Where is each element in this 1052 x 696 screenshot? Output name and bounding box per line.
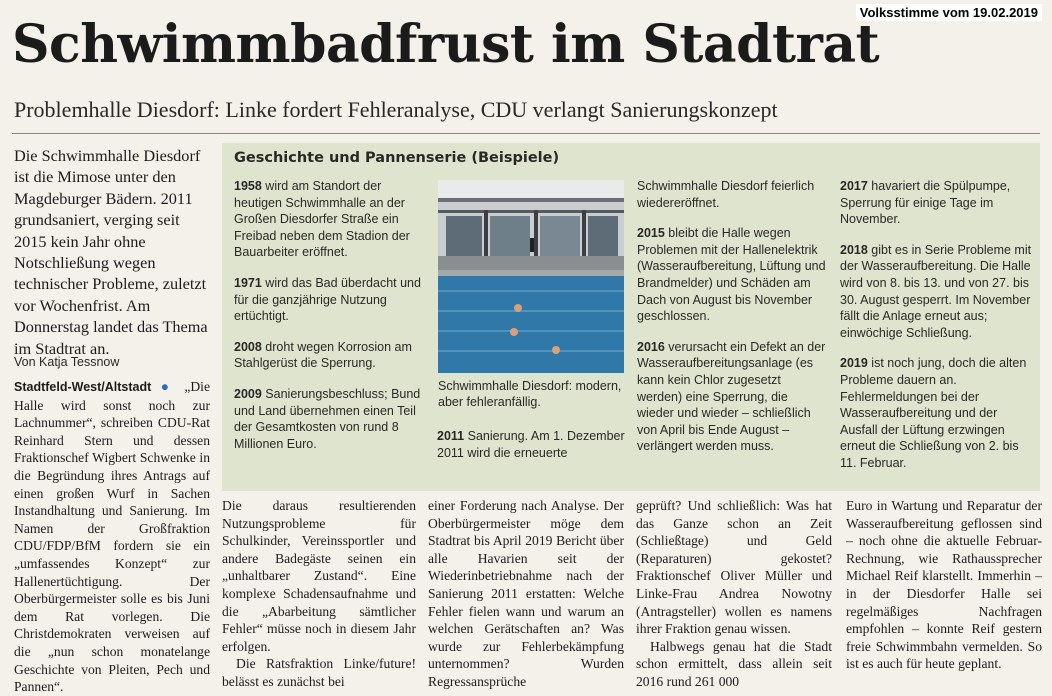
sidebar-column-2 — [437, 428, 627, 475]
sidebar-title: Geschichte und Pannenserie (Beispiele) — [234, 150, 560, 166]
article-text: einer Forderung nach Analyse. Der Oberbürgermeister möge dem Stadtrat bis April 2019 Bericht über alle Havarien seit der Wiederinbetriebnahme nach der Sanierung 2011 erstatten: Welche Fehler fielen wann und warum an welchen Gerätschaften an? Was wurde zur Fehlerbekämpfung unternommen? Wurden Regressansprüche — [428, 498, 624, 689]
timeline-entry: 2019 ist noch jung, doch die alten Probleme dauern an. Fehlermeldungen bei der Wasseraufbereitung und der Ausfall der Lüftung erzwingen erneut die Schließung von 2. bis 11. Februar. — [840, 356, 1027, 470]
sidebar-column-3 — [637, 178, 827, 469]
article-text: Euro in Wartung und Reparatur der Wasseraufbereitung geflossen sind – noch ohne die aktuelle Februar-Rechnung, wie Rathaussprecher Michael Reif klarstellt. Immerhin – in der Diesdorfer Halle sei regelmäßiges Nachfragen empfohlen – konnte Reif gestern freie Schwimmbahn vermelden. So ist es auch für heute geplant. — [846, 498, 1042, 672]
timeline-entry: Schwimmhalle Diesdorf feierlich wiedereröffnet. — [637, 179, 815, 210]
timeline-entry: 1958 wird am Standort der heutigen Schwimmhalle an der Großen Diesdorfer Straße ein Freibad neben dem Stadion der Bauarbeiter eröffnet. — [234, 179, 410, 260]
article-column-5 — [846, 497, 1042, 673]
photo-image — [438, 180, 624, 373]
source-label: Volksstimme vom 19.02.2019 — [856, 4, 1042, 21]
timeline-entry: 2016 verursacht ein Defekt an der Wasseraufbereitungsanlage (es kann kein Chlor zugesetzt werden) eine Sperrung, die wieder und wieder – schließlich von April bis Ende August – verlängert werden muss. — [637, 339, 826, 454]
article-text: geprüft? Und schließlich: Was hat das Ganze schon an Zeit (Schließtage) und Geld (Reparaturen) gekostet? Fraktionschef Oliver Müller und Linke-Frau Andrea Nowotny (Antragsteller) wollen es namens ihrer Fraktion genau wissen. — [636, 498, 832, 637]
photo-caption: Schwimmhalle Diesdorf: modern, aber fehleranfällig. — [438, 379, 622, 409]
timeline-entry: 1971 wird das Bad überdacht und für die ganzjährige Nutzung ertüchtigt. — [234, 275, 421, 324]
timeline-entry: 2018 gibt es in Serie Probleme mit der Wasseraufbereitung. Die Halle wird von 8. bis 13. und von 27. bis 30. August gesperrt. Im November fällt die Anlage erneut aus; einwöchige Schließung. — [840, 242, 1032, 340]
article-text: Halbwegs genau hat die Stadt schon ermittelt, dass allein seit 2016 rund 261 000 — [636, 638, 832, 689]
byline: Von Katja Tessnow — [14, 355, 120, 369]
article-text: Die daraus resultierenden Nutzungsprobleme für Schulkinder, Vereinssportler und andere Badegäste seinen ein „unhaltbarer Zustand“. Eine komplexe Schadensaufnahme und die „Abarbeitung sämtlicher Fehler“ müsse noch in diesem Jahr erfolgen. — [222, 498, 416, 654]
article-text: Die Ratsfraktion Linke/future! belässt es zunächst bei — [222, 656, 416, 689]
intro-paragraph: Die Schwimmhalle Diesdorf ist die Mimose unter den Magdeburger Bädern. 2011 grundsaniert, verging seit 2015 kein Jahr ohne Notschließung wegen technischer Probleme, zuletzt vor Wochenfrist. Am Donnerstag landet das Thema im Stadtrat an. — [14, 146, 208, 358]
sidebar-column-4 — [840, 178, 1032, 486]
article-column-2 — [222, 497, 416, 691]
timeline-entry: 2015 bleibt die Halle wegen Problemen mit der Hallenelektrik (Wasseraufbereitung, Lüftung und Brandmelder) und Schäden am Dach von August bis November geschlossen. — [637, 226, 826, 324]
timeline-entry: 2008 droht wegen Korrosion am Stahlgerüst die Sperrung. — [234, 339, 412, 371]
swimming-hall-photo — [438, 180, 624, 373]
dateline: Stadtfeld-West/Altstadt — [14, 380, 152, 394]
sidebar-column-1 — [234, 178, 424, 466]
divider — [12, 133, 1040, 134]
article-column-3 — [428, 497, 624, 691]
timeline-entry: 2017 havariert die Spülpumpe, Sperrung für einige Tage im November. — [840, 179, 1011, 227]
article-column-1 — [14, 378, 210, 696]
dateline-dot-icon: ● — [160, 379, 175, 394]
article-column-4 — [636, 497, 832, 691]
subheadline: Problemhalle Diesdorf: Linke fordert Fehleranalyse, CDU verlangt Sanierungskonzept — [14, 97, 778, 122]
headline: Schwimmbadfrust im Stadtrat — [12, 14, 880, 75]
timeline-entry: 2009 Sanierungsbeschluss; Bund und Land übernehmen einen Teil der Gesamtkosten von rund 8 Millionen Euro. — [234, 386, 421, 451]
timeline-entry: 2011 Sanierung. Am 1. Dezember 2011 wird die erneuerte — [437, 429, 625, 460]
article-text: „Die Halle wird sonst noch zur Lachnummer“, schreiben CDU-Rat Reinhard Stern und dessen Fraktionschef Wigbert Schwenke in die Begründung ihres Antrags auf einen großen Wurf in Sachen Instandhaltung und Sanierung. Im Namen der Großfraktion CDU/FDP/BfM fordern sie ein „umfassendes Konzept“ zur Hallenertüchtigung. Der Oberbürgermeister solle es bis Juni dem Rat vorlegen. Die Christdemokraten verweisen auf die „nun schon monatelange Geschichte von Pleiten, Pech und Pannen“. — [14, 379, 210, 695]
